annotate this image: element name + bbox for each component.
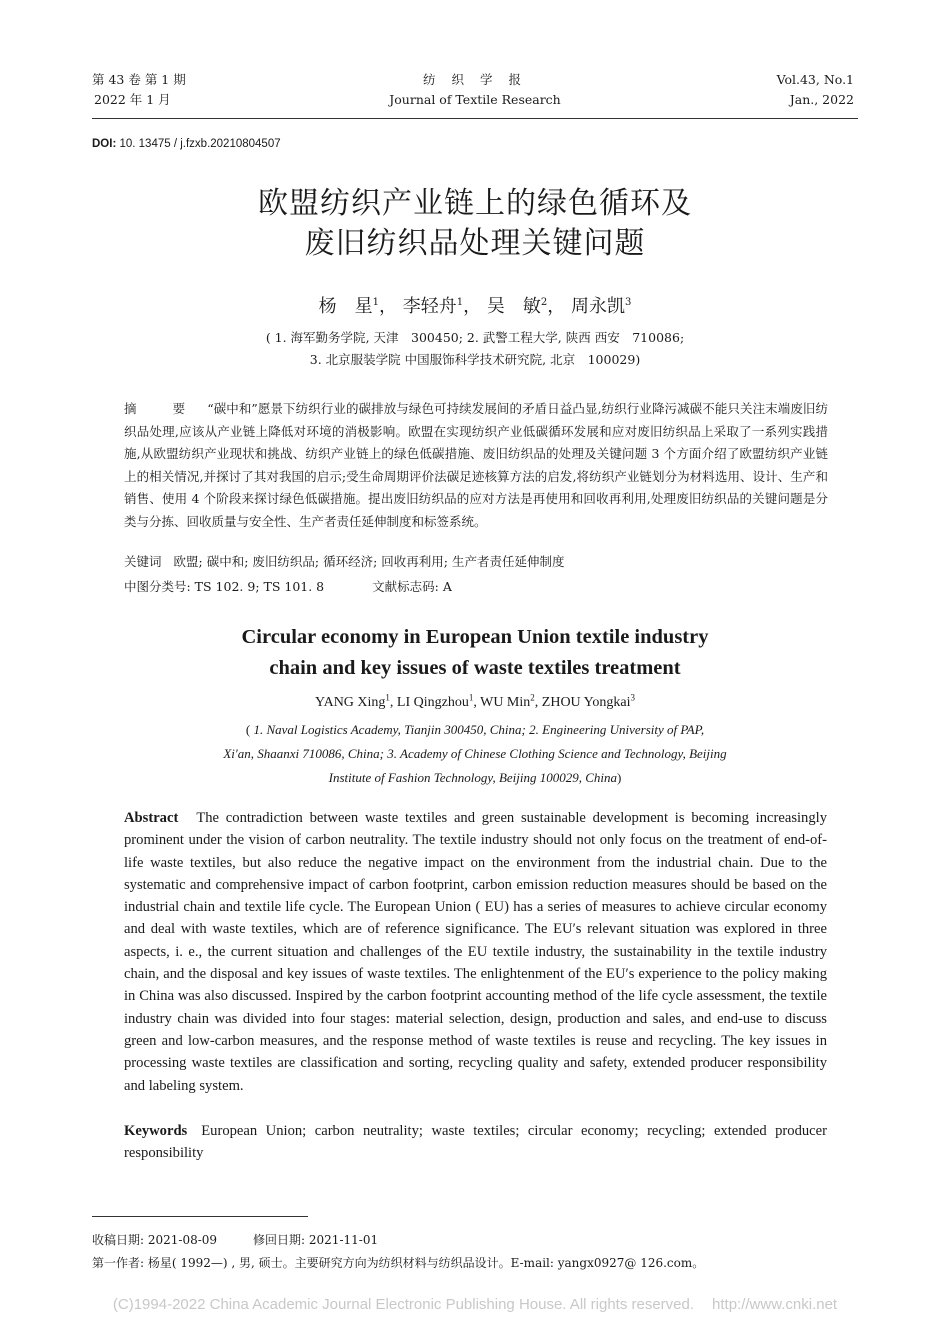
footnote-dates bbox=[92, 1231, 378, 1248]
date-en: Jan., 2022 bbox=[789, 92, 854, 107]
author-en: ZHOU Yongkai$^3$ bbox=[541, 692, 635, 710]
abstract-en-text: The contradiction between waste textiles and green sustainable development is becoming increasingly prominent under the vision of carbon neutrality. The textile industry should not only focus on the treatment of end-of-life waste textiles, but also reduce the negative impact on the environment from the industrial chain. Due to the systematic and comprehensive impact of carbon footprint, carbon emission reduction measures should be based on the industrial chain and textile life cycle. The European Union ( EU) has a series of measures to achieve circular economy and deal with waste textiles, which are of reference significance. The EU′s relevant situation was explored in three aspects, i. e., the current situation and challenges of the EU textile industry, the sustainability in the textile industry chain, and the disposal and key issues of waste textiles. The enlightenment of the EU′s experience to the policy making in China was also discussed. Inspired by the carbon footprint accounting method of the life cycle assessment, the textile industry chain was divided into four stages: material selection, design, production and sales, and end-use to discuss green and low-carbon measures, and the response method of waste textiles is reuse and recycling. The key issues in processing waste textiles are classification and sorting, recycling quality and safety, extended producer responsibility and labeling system. bbox=[124, 810, 827, 1094]
title-en-line-2: chain and key issues of waste textiles treatment bbox=[269, 657, 681, 679]
date-cn: 2022 年 1 月 bbox=[94, 92, 171, 107]
footnote-first-author: 第一作者: 杨星( 1992—) , 男, 硕士。主要研究方向为纺织材料与纺织品设计。E-mail: yangx0927@ 126.com。 bbox=[92, 1256, 705, 1270]
keywords-en bbox=[124, 1120, 827, 1165]
revised-date: 修回日期: 2021-11-01 bbox=[253, 1233, 379, 1247]
doi bbox=[92, 138, 281, 150]
doi-value[interactable]: 10. 13475 / j.fzxb.20210804507 bbox=[116, 138, 281, 150]
keywords-cn-label: 关键词 bbox=[124, 554, 162, 569]
author-cn: 周永凯$^3$ bbox=[570, 296, 632, 317]
author-cn: 吴 敏$^2$， bbox=[486, 296, 566, 317]
volume-issue-cn: 第 43 卷 第 1 期 bbox=[92, 72, 186, 87]
title-cn bbox=[0, 184, 950, 264]
affiliation-en-line-2: Xi′an, Shaanxi 710086, China; 3. Academy of Chinese Clothing Science and Technology, Beijing bbox=[223, 746, 727, 761]
affiliations-cn bbox=[0, 327, 950, 371]
title-cn-line-2: 废旧纺织品处理关键问题 bbox=[304, 226, 646, 261]
abstract-en bbox=[124, 807, 827, 1097]
keywords-en-label: Keywords bbox=[124, 1123, 188, 1139]
classification-cn bbox=[124, 577, 452, 595]
title-cn-line-1: 欧盟纺织产业链上的绿色循环及 bbox=[258, 186, 692, 221]
received-date: 收稿日期: 2021-08-09 bbox=[92, 1233, 218, 1247]
authors-cn bbox=[0, 292, 950, 318]
title-en-line-1: Circular economy in European Union textile industry bbox=[241, 626, 709, 648]
affiliations-en bbox=[0, 718, 950, 790]
copyright-watermark bbox=[0, 1296, 950, 1313]
cnki-link[interactable]: http://www.cnki.net bbox=[712, 1296, 838, 1313]
abstract-cn-label: 摘 要 bbox=[124, 401, 202, 416]
keywords-en-text: European Union; carbon neutrality; waste textiles; circular economy; recycling; extended producer responsibility bbox=[124, 1123, 827, 1162]
copyright-text: (C)1994-2022 China Academic Journal Electronic Publishing House. All rights reserved. bbox=[112, 1296, 695, 1313]
affiliation-en-line-3: Institute of Fashion Technology, Beijing 100029, China) bbox=[328, 770, 622, 785]
header-divider bbox=[92, 118, 858, 119]
author-en: LI Qingzhou$^1$, bbox=[396, 692, 481, 710]
author-en: WU Min$^2$, bbox=[480, 692, 542, 710]
authors-en bbox=[0, 692, 950, 711]
doi-label: DOI: bbox=[92, 138, 117, 150]
affiliation-cn-line-1: ( 1. 海军勤务学院, 天津 300450; 2. 武警工程大学, 陕西 西安 710086; bbox=[265, 330, 685, 345]
affiliation-en-line-1: ( 1. Naval Logistics Academy, Tianjin 300450, China; 2. Engineering University of PAP, bbox=[245, 722, 705, 737]
journal-header-right bbox=[777, 70, 854, 110]
keywords-cn-text: 欧盟; 碳中和; 废旧纺织品; 循环经济; 回收再利用; 生产者责任延伸制度 bbox=[173, 554, 565, 569]
abstract-cn-text: “碳中和”愿景下纺织行业的碳排放与绿色可持续发展间的矛盾日益凸显,纺织行业降污减碳不能只关注末端废旧纺织品处理,应该从产业链上降低对环境的消极影响。欧盟在实现纺织产业低碳循环发展和应对废旧纺织品上采取了一系列实践措施,从欧盟纺织产业现状和挑战、纺织产业链上的绿色低碳措施、废旧纺织品的处理及关键问题 3 个方面介绍了欧盟纺织产业链上的相关情况,并探讨了其对我国的启示;受生命周期评价法碳足迹核算方法的启发,将纺织产业链划分为材料选用、设计、生产和销售、使用 4 个阶段来探讨绿色低碳措施。提出废旧纺织品的应对方法是再使用和回收再利用,处理废旧纺织品的关键问题是分类与分拣、回收质量与安全性、生产者责任延伸制度和标签系统。 bbox=[124, 401, 828, 529]
author-cn: 李轻舟$^1$， bbox=[402, 296, 482, 317]
document-code: 文献标志码: A bbox=[372, 579, 452, 594]
footnote-divider bbox=[92, 1216, 308, 1217]
volume-issue-en: Vol.43, No.1 bbox=[776, 72, 854, 87]
author-en: YANG Xing$^1$, bbox=[315, 692, 397, 710]
journal-name-cn: 纺 织 学 报 bbox=[423, 72, 527, 87]
clc-number: 中图分类号: TS 102. 9; TS 101. 8 bbox=[124, 579, 325, 594]
abstract-en-label: Abstract bbox=[124, 810, 179, 826]
journal-name-en: Journal of Textile Research bbox=[389, 92, 561, 107]
abstract-cn bbox=[124, 398, 828, 534]
keywords-cn bbox=[124, 552, 564, 570]
title-en bbox=[0, 622, 950, 684]
affiliation-cn-line-2: 3. 北京服装学院 中国服饰科学技术研究院, 北京 100029) bbox=[309, 352, 641, 367]
author-cn: 杨 星$^1$， bbox=[318, 296, 398, 317]
